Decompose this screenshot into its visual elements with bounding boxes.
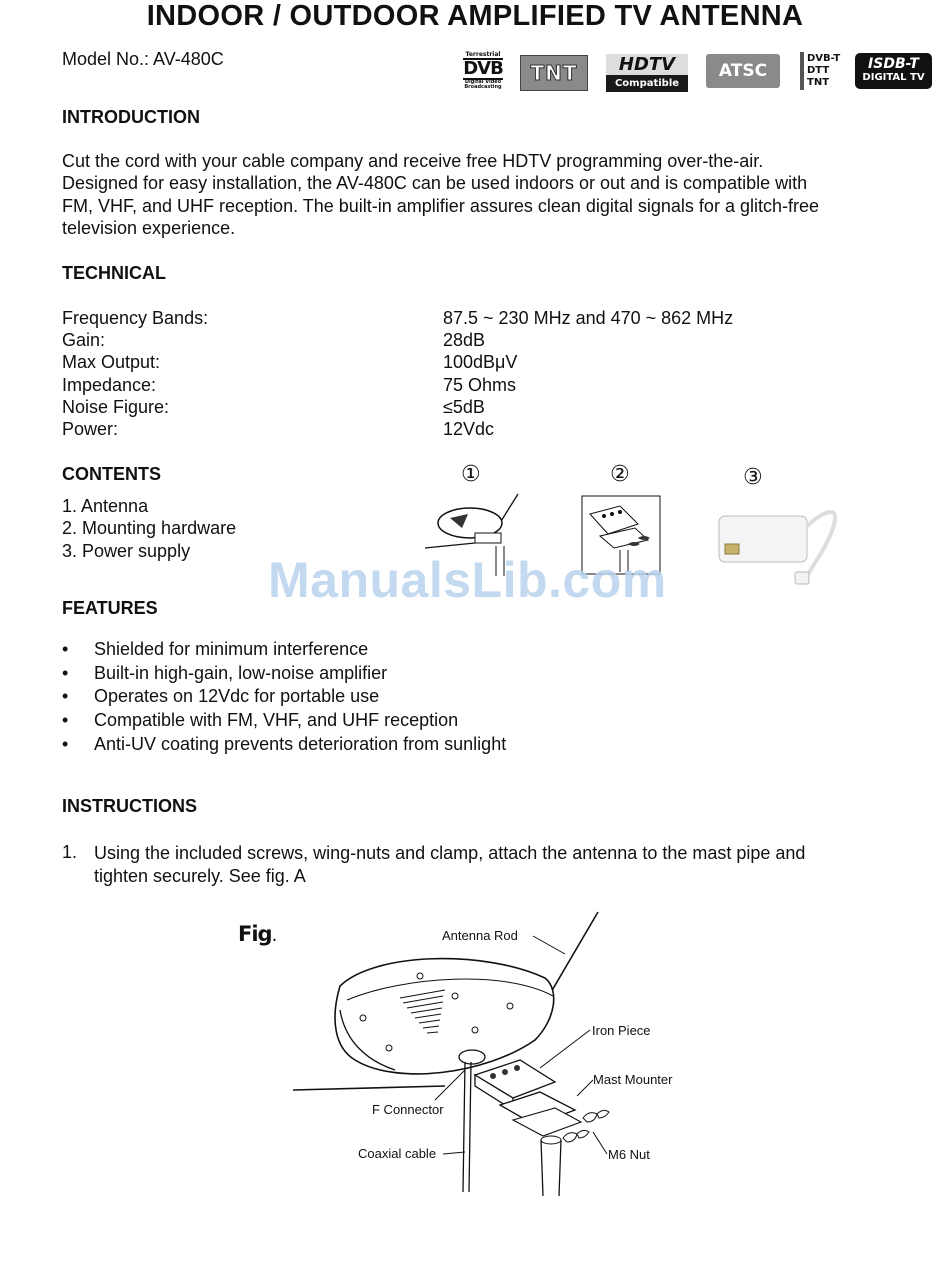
spec-value: 87.5 ~ 230 MHz and 470 ~ 862 MHz	[443, 308, 734, 328]
spec-label: Max Output:	[62, 352, 161, 372]
spec-value: ≤5dB	[443, 397, 485, 417]
step-line: tighten securely. See fig. A	[94, 865, 306, 886]
isdb-logo	[855, 53, 932, 89]
callout-mast-mounter: Mast Mounter	[593, 1072, 673, 1087]
tnt-logo-text: TNT	[530, 61, 578, 85]
atsc-logo	[706, 54, 780, 88]
figure-label-text: Fig	[238, 922, 272, 946]
feature-item: Shielded for minimum interference	[94, 639, 369, 659]
bullet: •	[62, 663, 69, 683]
atsc-logo-text: ATSC	[718, 61, 768, 81]
introduction-text	[62, 150, 902, 239]
model-number: Model No.: AV-480C	[62, 49, 224, 69]
intro-line: Cut the cord with your cable company and receive free HDTV programming over-the-air.	[62, 151, 764, 171]
callout-iron-piece: Iron Piece	[592, 1023, 651, 1038]
isdb-logo-sub: DIGITAL TV	[862, 72, 925, 83]
step-line: Using the included screws, wing-nuts and clamp, attach the antenna to the mast pipe and	[94, 843, 806, 863]
dvbt-line-1: DVB-T	[807, 53, 841, 64]
marker-3: ③	[743, 465, 763, 490]
page-title: INDOOR / OUTDOOR AMPLIFIED TV ANTENNA	[146, 0, 804, 32]
spec-value: 75 Ohms	[443, 375, 517, 395]
step-number: 1.	[62, 842, 78, 862]
contents-item: 2. Mounting hardware	[62, 518, 237, 538]
bullet: •	[62, 710, 69, 730]
spec-label: Impedance:	[62, 375, 157, 395]
callout-m6-nut: M6 Nut	[608, 1147, 650, 1162]
feature-item: Built-in high-gain, low-noise amplifier	[94, 663, 388, 683]
contents-item: 1. Antenna	[62, 496, 149, 516]
dvb-logo-main: DVB	[463, 58, 503, 79]
isdb-logo-main: ISDB-T	[868, 56, 919, 72]
marker-2: ②	[610, 462, 630, 487]
feature-item: Compatible with FM, VHF, and UHF reception	[94, 710, 459, 730]
bullet: •	[62, 686, 69, 706]
contents-item: 3. Power supply	[62, 541, 191, 561]
callout-coaxial-cable: Coaxial cable	[358, 1146, 437, 1161]
feature-item: Operates on 12Vdc for portable use	[94, 686, 380, 706]
instructions-heading: INSTRUCTIONS	[62, 796, 197, 816]
spec-value: 28dB	[443, 330, 486, 350]
step-text	[94, 842, 884, 887]
introduction-heading: INTRODUCTION	[62, 107, 200, 127]
feature-item: Anti-UV coating prevents deterioration from sunlight	[94, 734, 507, 754]
spec-label: Gain:	[62, 330, 106, 350]
dvbt-line-2: DTT	[807, 65, 830, 76]
figure-label	[238, 922, 276, 946]
spec-label: Power:	[62, 419, 119, 439]
dvb-logo-top: Terrestrial	[465, 51, 501, 58]
dvb-logo	[460, 52, 506, 90]
callout-f-connector: F Connector	[372, 1102, 444, 1117]
spec-value: 100dBμV	[443, 352, 518, 372]
spec-value: 12Vdc	[443, 419, 495, 439]
dvbt-dtt-tnt-logo	[800, 52, 855, 90]
hdtv-logo	[606, 53, 688, 93]
bullet: •	[62, 734, 69, 754]
hdtv-logo-main: HDTV	[606, 54, 688, 75]
intro-line: FM, VHF, and UHF reception. The built-in amplifier assures clean digital signals for a glitch-free	[62, 195, 819, 216]
spec-label: Noise Figure:	[62, 397, 170, 417]
technical-heading: TECHNICAL	[62, 263, 166, 283]
tnt-logo	[520, 55, 588, 91]
bullet: •	[62, 639, 69, 659]
intro-line: television experience.	[62, 217, 236, 238]
intro-line: Designed for easy installation, the AV-480C can be used indoors or out and is compatible with	[62, 173, 808, 194]
power-supply-thumbnail	[715, 496, 845, 588]
contents-heading: CONTENTS	[62, 464, 161, 484]
callout-antenna-rod: Antenna Rod	[442, 928, 518, 943]
dvbt-line-3: TNT	[807, 77, 830, 88]
spec-label: Frequency Bands:	[62, 308, 209, 328]
watermark: ManualsLib.com	[268, 552, 667, 608]
figure-label-dot: .	[271, 925, 277, 946]
dvb-logo-sub: Digital Video Broadcasting	[464, 79, 502, 90]
marker-1: ①	[461, 462, 481, 487]
features-heading: FEATURES	[62, 598, 158, 618]
hdtv-logo-sub: Compatible	[606, 75, 688, 92]
